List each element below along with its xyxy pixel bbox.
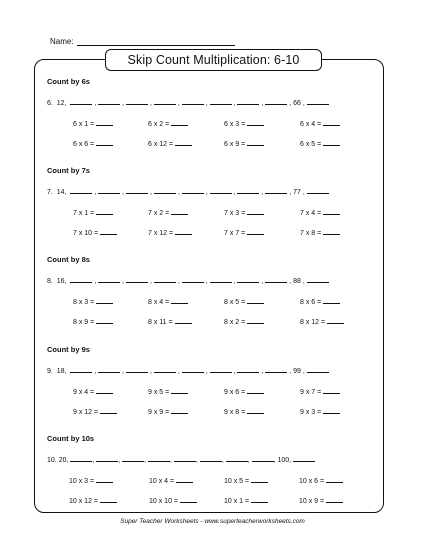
answer-blank[interactable]	[323, 407, 340, 414]
skip-count-sequence: 7. 14, , , , , , , , , 77 ,	[47, 187, 329, 196]
problem: 8 x 5 =	[224, 297, 264, 306]
problem: 6 x 6 =	[73, 139, 113, 148]
problem: 6 x 9 =	[224, 139, 264, 148]
answer-blank[interactable]	[182, 98, 204, 105]
answer-blank[interactable]	[247, 139, 264, 146]
answer-blank[interactable]	[98, 187, 120, 194]
problem: 9 x 9 =	[148, 407, 188, 416]
answer-blank[interactable]	[100, 496, 117, 503]
answer-blank[interactable]	[96, 208, 113, 215]
section-title: Count by 8s	[47, 255, 90, 264]
problem: 7 x 12 =	[148, 228, 192, 237]
name-label: Name:	[50, 37, 74, 46]
answer-blank[interactable]	[126, 276, 148, 283]
answer-blank[interactable]	[126, 98, 148, 105]
problem: 7 x 7 =	[224, 228, 264, 237]
answer-blank[interactable]	[327, 317, 344, 324]
answer-blank[interactable]	[96, 119, 113, 126]
answer-blank[interactable]	[210, 366, 232, 373]
worksheet-title: Skip Count Multiplication: 6-10	[105, 49, 322, 71]
problem: 7 x 3 =	[224, 208, 264, 217]
answer-blank[interactable]	[122, 455, 144, 462]
answer-blank[interactable]	[126, 187, 148, 194]
problem: 9 x 3 =	[300, 407, 340, 416]
answer-blank[interactable]	[70, 366, 92, 373]
answer-blank[interactable]	[293, 455, 315, 462]
problem: 9 x 4 =	[73, 387, 113, 396]
answer-blank[interactable]	[326, 496, 343, 503]
answer-blank[interactable]	[171, 119, 188, 126]
answer-blank[interactable]	[96, 317, 113, 324]
answer-blank[interactable]	[265, 366, 287, 373]
answer-blank[interactable]	[70, 98, 92, 105]
answer-blank[interactable]	[70, 455, 92, 462]
problem: 8 x 3 =	[73, 297, 113, 306]
problem: 6 x 3 =	[224, 119, 264, 128]
answer-blank[interactable]	[96, 297, 113, 304]
answer-blank[interactable]	[307, 98, 329, 105]
section-title: Count by 6s	[47, 77, 90, 86]
answer-blank[interactable]	[182, 187, 204, 194]
answer-blank[interactable]	[182, 276, 204, 283]
answer-blank[interactable]	[251, 496, 268, 503]
answer-blank[interactable]	[96, 455, 118, 462]
answer-blank[interactable]	[247, 119, 264, 126]
answer-blank[interactable]	[154, 366, 176, 373]
problem: 9 x 8 =	[224, 407, 264, 416]
problem: 6 x 12 =	[148, 139, 192, 148]
answer-blank[interactable]	[154, 276, 176, 283]
problem: 10 x 10 =	[149, 496, 197, 505]
problem: 8 x 11 =	[148, 317, 192, 326]
answer-blank[interactable]	[247, 208, 264, 215]
problem: 7 x 8 =	[300, 228, 340, 237]
problem: 10 x 9 =	[299, 496, 343, 505]
answer-blank[interactable]	[175, 317, 192, 324]
answer-blank[interactable]	[210, 276, 232, 283]
answer-blank[interactable]	[175, 228, 192, 235]
problem: 7 x 2 =	[148, 208, 188, 217]
skip-count-sequence: 10. 20, , , , , , , , , 100,	[47, 455, 315, 464]
problem: 7 x 1 =	[73, 208, 113, 217]
skip-count-sequence: 8. 16, , , , , , , , , 88 ,	[47, 276, 329, 285]
answer-blank[interactable]	[98, 98, 120, 105]
answer-blank[interactable]	[148, 455, 170, 462]
answer-blank[interactable]	[247, 387, 264, 394]
answer-blank[interactable]	[323, 297, 340, 304]
answer-blank[interactable]	[210, 187, 232, 194]
answer-blank[interactable]	[323, 139, 340, 146]
answer-blank[interactable]	[182, 366, 204, 373]
answer-blank[interactable]	[307, 187, 329, 194]
answer-blank[interactable]	[247, 228, 264, 235]
answer-blank[interactable]	[96, 387, 113, 394]
problem: 9 x 7 =	[300, 387, 340, 396]
answer-blank[interactable]	[237, 98, 259, 105]
answer-blank[interactable]	[251, 476, 268, 483]
problem: 6 x 1 =	[73, 119, 113, 128]
answer-blank[interactable]	[171, 387, 188, 394]
problem: 10 x 1 =	[224, 496, 268, 505]
problem: 6 x 4 =	[300, 119, 340, 128]
problem: 8 x 2 =	[224, 317, 264, 326]
answer-blank[interactable]	[98, 366, 120, 373]
answer-blank[interactable]	[180, 496, 197, 503]
answer-blank[interactable]	[96, 476, 113, 483]
answer-blank[interactable]	[323, 119, 340, 126]
problem: 10 x 12 =	[69, 496, 117, 505]
answer-blank[interactable]	[154, 187, 176, 194]
answer-blank[interactable]	[126, 366, 148, 373]
name-field	[50, 37, 235, 46]
answer-blank[interactable]	[237, 187, 259, 194]
answer-blank[interactable]	[265, 187, 287, 194]
problem: 7 x 10 =	[73, 228, 117, 237]
answer-blank[interactable]	[226, 455, 248, 462]
answer-blank[interactable]	[98, 276, 120, 283]
answer-blank[interactable]	[96, 139, 113, 146]
answer-blank[interactable]	[200, 455, 222, 462]
answer-blank[interactable]	[176, 476, 193, 483]
answer-blank[interactable]	[252, 455, 274, 462]
answer-blank[interactable]	[323, 387, 340, 394]
problem: 10 x 3 =	[69, 476, 113, 485]
answer-blank[interactable]	[171, 208, 188, 215]
answer-blank[interactable]	[247, 297, 264, 304]
answer-blank[interactable]	[100, 228, 117, 235]
answer-blank[interactable]	[323, 208, 340, 215]
answer-blank[interactable]	[70, 187, 92, 194]
problem: 8 x 4 =	[148, 297, 188, 306]
answer-blank[interactable]	[307, 276, 329, 283]
answer-blank[interactable]	[171, 407, 188, 414]
problem: 10 x 5 =	[224, 476, 268, 485]
skip-count-sequence: 6. 12, , , , , , , , , 66 ,	[47, 98, 329, 107]
answer-blank[interactable]	[247, 317, 264, 324]
answer-blank[interactable]	[174, 455, 196, 462]
answer-blank[interactable]	[70, 276, 92, 283]
answer-blank[interactable]	[307, 366, 329, 373]
answer-blank[interactable]	[265, 276, 287, 283]
section-title: Count by 7s	[47, 166, 90, 175]
problem: 6 x 2 =	[148, 119, 188, 128]
answer-blank[interactable]	[247, 407, 264, 414]
answer-blank[interactable]	[175, 139, 192, 146]
answer-blank[interactable]	[171, 297, 188, 304]
section-title: Count by 10s	[47, 434, 95, 443]
answer-blank[interactable]	[237, 366, 259, 373]
problem: 6 x 5 =	[300, 139, 340, 148]
problem: 8 x 9 =	[73, 317, 113, 326]
section-title: Count by 9s	[47, 345, 90, 354]
answer-blank[interactable]	[210, 98, 232, 105]
problem: 9 x 6 =	[224, 387, 264, 396]
answer-blank[interactable]	[323, 228, 340, 235]
answer-blank[interactable]	[100, 407, 117, 414]
problem: 7 x 4 =	[300, 208, 340, 217]
answer-blank[interactable]	[326, 476, 343, 483]
name-blank[interactable]	[77, 37, 235, 46]
problem: 10 x 4 =	[149, 476, 193, 485]
problem: 10 x 6 =	[299, 476, 343, 485]
problem: 8 x 6 =	[300, 297, 340, 306]
answer-blank[interactable]	[154, 98, 176, 105]
problem: 9 x 5 =	[148, 387, 188, 396]
problem: 8 x 12 =	[300, 317, 344, 326]
answer-blank[interactable]	[237, 276, 259, 283]
answer-blank[interactable]	[265, 98, 287, 105]
problem: 9 x 12 =	[73, 407, 117, 416]
footer-credit: Super Teacher Worksheets - www.superteacherworksheets.com	[120, 518, 305, 525]
skip-count-sequence: 9. 18, , , , , , , , , 99 ,	[47, 366, 329, 375]
